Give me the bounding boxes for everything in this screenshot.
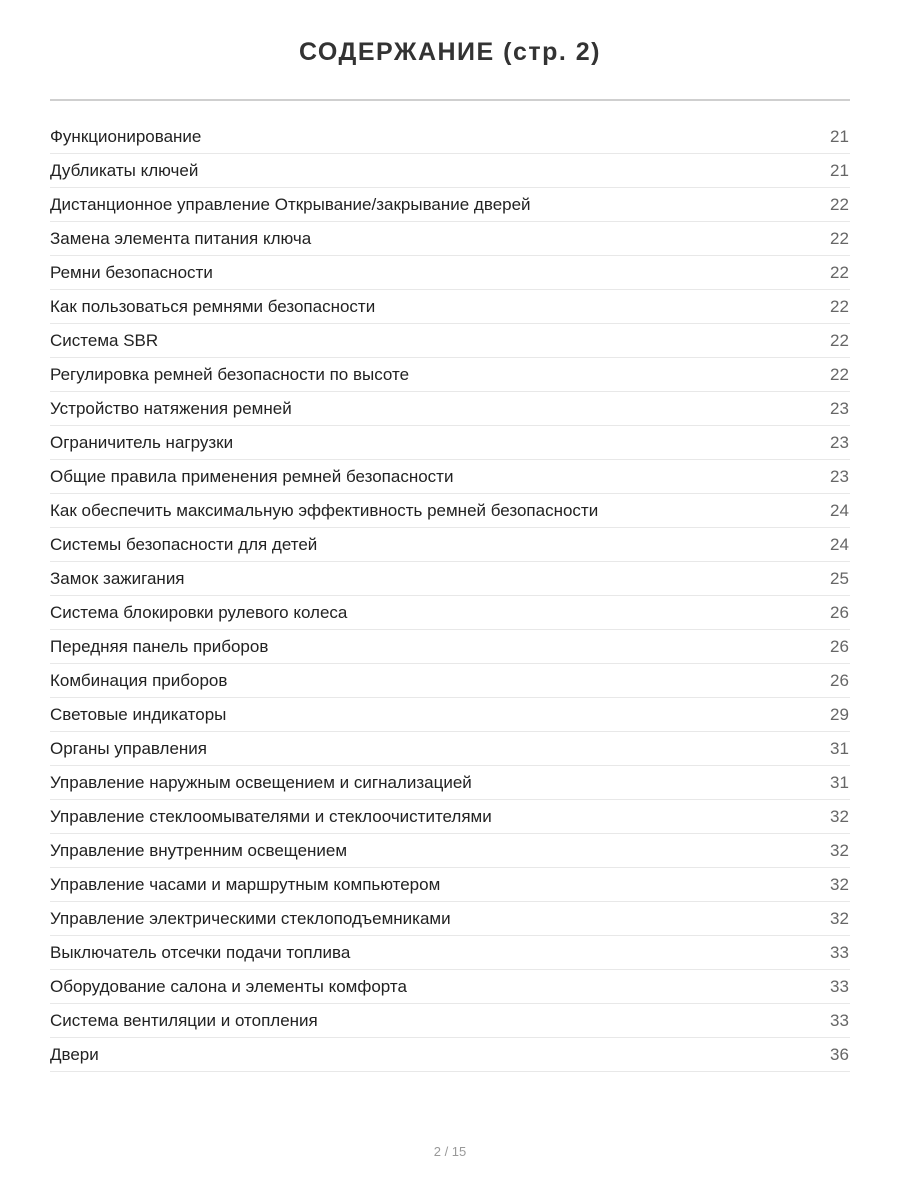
toc-entry-page-number: 33 — [830, 942, 849, 962]
toc-entry-page-number: 36 — [830, 1044, 849, 1064]
toc-entry[interactable] — [50, 256, 850, 290]
toc-entry-title: Органы управления — [50, 738, 208, 758]
toc-entry[interactable] — [50, 936, 850, 970]
toc-entry-title: Как пользоваться ремнями безопасности — [50, 296, 376, 316]
toc-entry-page-number: 26 — [830, 602, 849, 622]
toc-entry-title: Общие правила применения ремней безопасности — [50, 466, 454, 486]
toc-entry-page-number: 26 — [830, 670, 849, 690]
toc-entry-title: Управление часами и маршрутным компьютером — [50, 874, 441, 894]
toc-entry-page-number: 24 — [830, 500, 849, 520]
toc-entry[interactable] — [50, 392, 850, 426]
toc-entry[interactable] — [50, 426, 850, 460]
toc-entry[interactable] — [50, 460, 850, 494]
toc-entry-page-number: 23 — [830, 466, 849, 486]
toc-entry-title: Замок зажигания — [50, 568, 185, 588]
toc-entry[interactable] — [50, 154, 850, 188]
toc-entry[interactable] — [50, 290, 850, 324]
toc-entry-title: Комбинация приборов — [50, 670, 228, 690]
toc-entry-title: Управление наружным освещением и сигнализацией — [50, 772, 472, 792]
toc-list — [50, 120, 850, 1072]
toc-entry-title: Оборудование салона и элементы комфорта — [50, 976, 407, 996]
toc-entry[interactable] — [50, 1038, 850, 1072]
toc-entry-page-number: 22 — [830, 330, 849, 350]
toc-entry-page-number: 23 — [830, 432, 849, 452]
toc-entry-page-number: 32 — [830, 908, 849, 928]
toc-entry[interactable] — [50, 528, 850, 562]
toc-entry-page-number: 25 — [830, 568, 849, 588]
toc-entry-page-number: 21 — [830, 126, 849, 146]
toc-entry-title: Управление электрическими стеклоподъемниками — [50, 908, 451, 928]
toc-entry-title: Как обеспечить максимальную эффективность ремней безопасности — [50, 500, 599, 520]
toc-entry-title: Система вентиляции и отопления — [50, 1010, 318, 1030]
toc-entry[interactable] — [50, 902, 850, 936]
toc-entry-page-number: 31 — [830, 772, 849, 792]
toc-entry[interactable] — [50, 120, 850, 154]
toc-entry-page-number: 22 — [830, 296, 849, 316]
toc-entry-page-number: 26 — [830, 636, 849, 656]
toc-entry[interactable] — [50, 868, 850, 902]
toc-entry-page-number: 33 — [830, 976, 849, 996]
toc-entry-title: Ремни безопасности — [50, 262, 213, 282]
toc-entry-page-number: 31 — [830, 738, 849, 758]
toc-entry-title: Система SBR — [50, 330, 159, 350]
title-divider — [50, 99, 850, 101]
toc-entry[interactable] — [50, 664, 850, 698]
toc-entry-page-number: 22 — [830, 262, 849, 282]
toc-entry-title: Световые индикаторы — [50, 704, 227, 724]
toc-entry-title: Система блокировки рулевого колеса — [50, 602, 348, 622]
toc-entry[interactable] — [50, 494, 850, 528]
page-title: СОДЕРЖАНИЕ (стр. 2) — [298, 38, 602, 66]
toc-entry[interactable] — [50, 732, 850, 766]
toc-entry-page-number: 32 — [830, 806, 849, 826]
toc-entry-title: Выключатель отсечки подачи топлива — [50, 942, 351, 962]
toc-entry[interactable] — [50, 834, 850, 868]
toc-entry[interactable] — [50, 800, 850, 834]
toc-entry-title: Регулировка ремней безопасности по высоте — [50, 364, 410, 384]
toc-entry-title: Управление стеклоомывателями и стеклоочистителями — [50, 806, 492, 826]
toc-entry-page-number: 32 — [830, 874, 849, 894]
toc-entry-title: Дистанционное управление Открывание/закрывание дверей — [50, 194, 531, 214]
toc-entry[interactable] — [50, 1004, 850, 1038]
toc-entry-title: Ограничитель нагрузки — [50, 432, 234, 452]
toc-entry[interactable] — [50, 596, 850, 630]
toc-entry[interactable] — [50, 358, 850, 392]
toc-entry-title: Функционирование — [50, 126, 202, 146]
toc-entry[interactable] — [50, 970, 850, 1004]
toc-entry-title: Системы безопасности для детей — [50, 534, 318, 554]
page-number: 2 / 15 — [433, 1144, 467, 1159]
toc-entry[interactable] — [50, 222, 850, 256]
toc-entry-page-number: 29 — [830, 704, 849, 724]
toc-entry-title: Дубликаты ключей — [50, 160, 199, 180]
toc-entry-title: Передняя панель приборов — [50, 636, 269, 656]
toc-entry[interactable] — [50, 698, 850, 732]
toc-entry[interactable] — [50, 188, 850, 222]
toc-entry-page-number: 24 — [830, 534, 849, 554]
toc-entry[interactable] — [50, 766, 850, 800]
toc-entry-title: Устройство натяжения ремней — [50, 398, 292, 418]
toc-entry[interactable] — [50, 630, 850, 664]
toc-entry-page-number: 22 — [830, 194, 849, 214]
toc-entry-page-number: 21 — [830, 160, 849, 180]
toc-entry-title: Двери — [50, 1044, 99, 1064]
toc-entry-title: Управление внутренним освещением — [50, 840, 348, 860]
toc-entry-page-number: 22 — [830, 364, 849, 384]
toc-entry[interactable] — [50, 324, 850, 358]
toc-entry-page-number: 33 — [830, 1010, 849, 1030]
toc-entry[interactable] — [50, 562, 850, 596]
toc-entry-page-number: 23 — [830, 398, 849, 418]
toc-entry-page-number: 32 — [830, 840, 849, 860]
toc-entry-page-number: 22 — [830, 228, 849, 248]
toc-entry-title: Замена элемента питания ключа — [50, 228, 312, 248]
